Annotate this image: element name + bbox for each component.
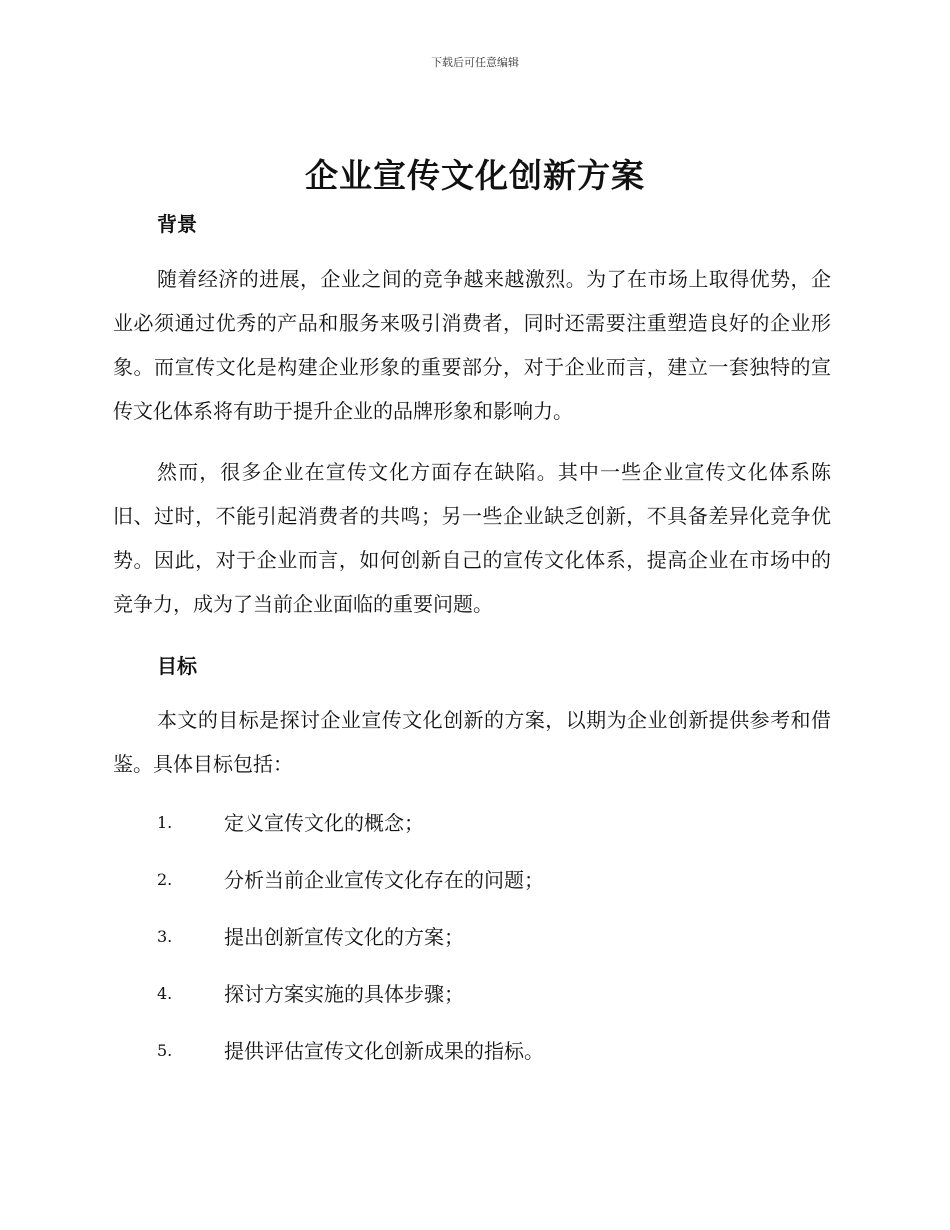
document-title: 企业宣传文化创新方案 [305,156,645,195]
list-text: 提出创新宣传文化的方案； [224,925,464,949]
list-number: 1. [157,813,173,832]
list-text: 定义宣传文化的概念； [224,811,424,835]
paragraph-goals: 本文的目标是探讨企业宣传文化创新的方案，以期为企业创新提供参考和借鉴。具体目标包括： [113,708,831,776]
list-number: 2. [157,870,173,889]
paragraph-background-2: 然而，很多企业在宣传文化方面存在缺陷。其中一些企业宣传文化体系陈旧、过时，不能引起消费者的共鸣；另一些企业缺乏创新，不具备差异化竞争优势。因此，对于企业而言，如何创新自己的宣传文化体系，提高企业在市场中的竞争力，成为了当前企业面临的重要问题。 [113,460,831,616]
list-number: 4. [157,984,173,1003]
list-text: 提供评估宣传文化创新成果的指标。 [224,1039,544,1063]
section-heading-goals: 目标 [157,654,197,678]
list-text: 探讨方案实施的具体步骤； [224,982,464,1006]
list-number: 5. [157,1041,173,1060]
list-number: 3. [157,927,173,946]
header-note: 下载后可任意编辑 [431,56,519,69]
paragraph-background-1: 随着经济的进展，企业之间的竞争越来越激烈。为了在市场上取得优势，企业必须通过优秀的产品和服务来吸引消费者，同时还需要注重塑造良好的企业形象。而宣传文化是构建企业形象的重要部分，对于企业而言，建立一套独特的宣传文化体系将有助于提升企业的品牌形象和影响力。 [113,267,831,423]
section-heading-background: 背景 [157,212,197,236]
list-text: 分析当前企业宣传文化存在的问题； [224,868,544,892]
